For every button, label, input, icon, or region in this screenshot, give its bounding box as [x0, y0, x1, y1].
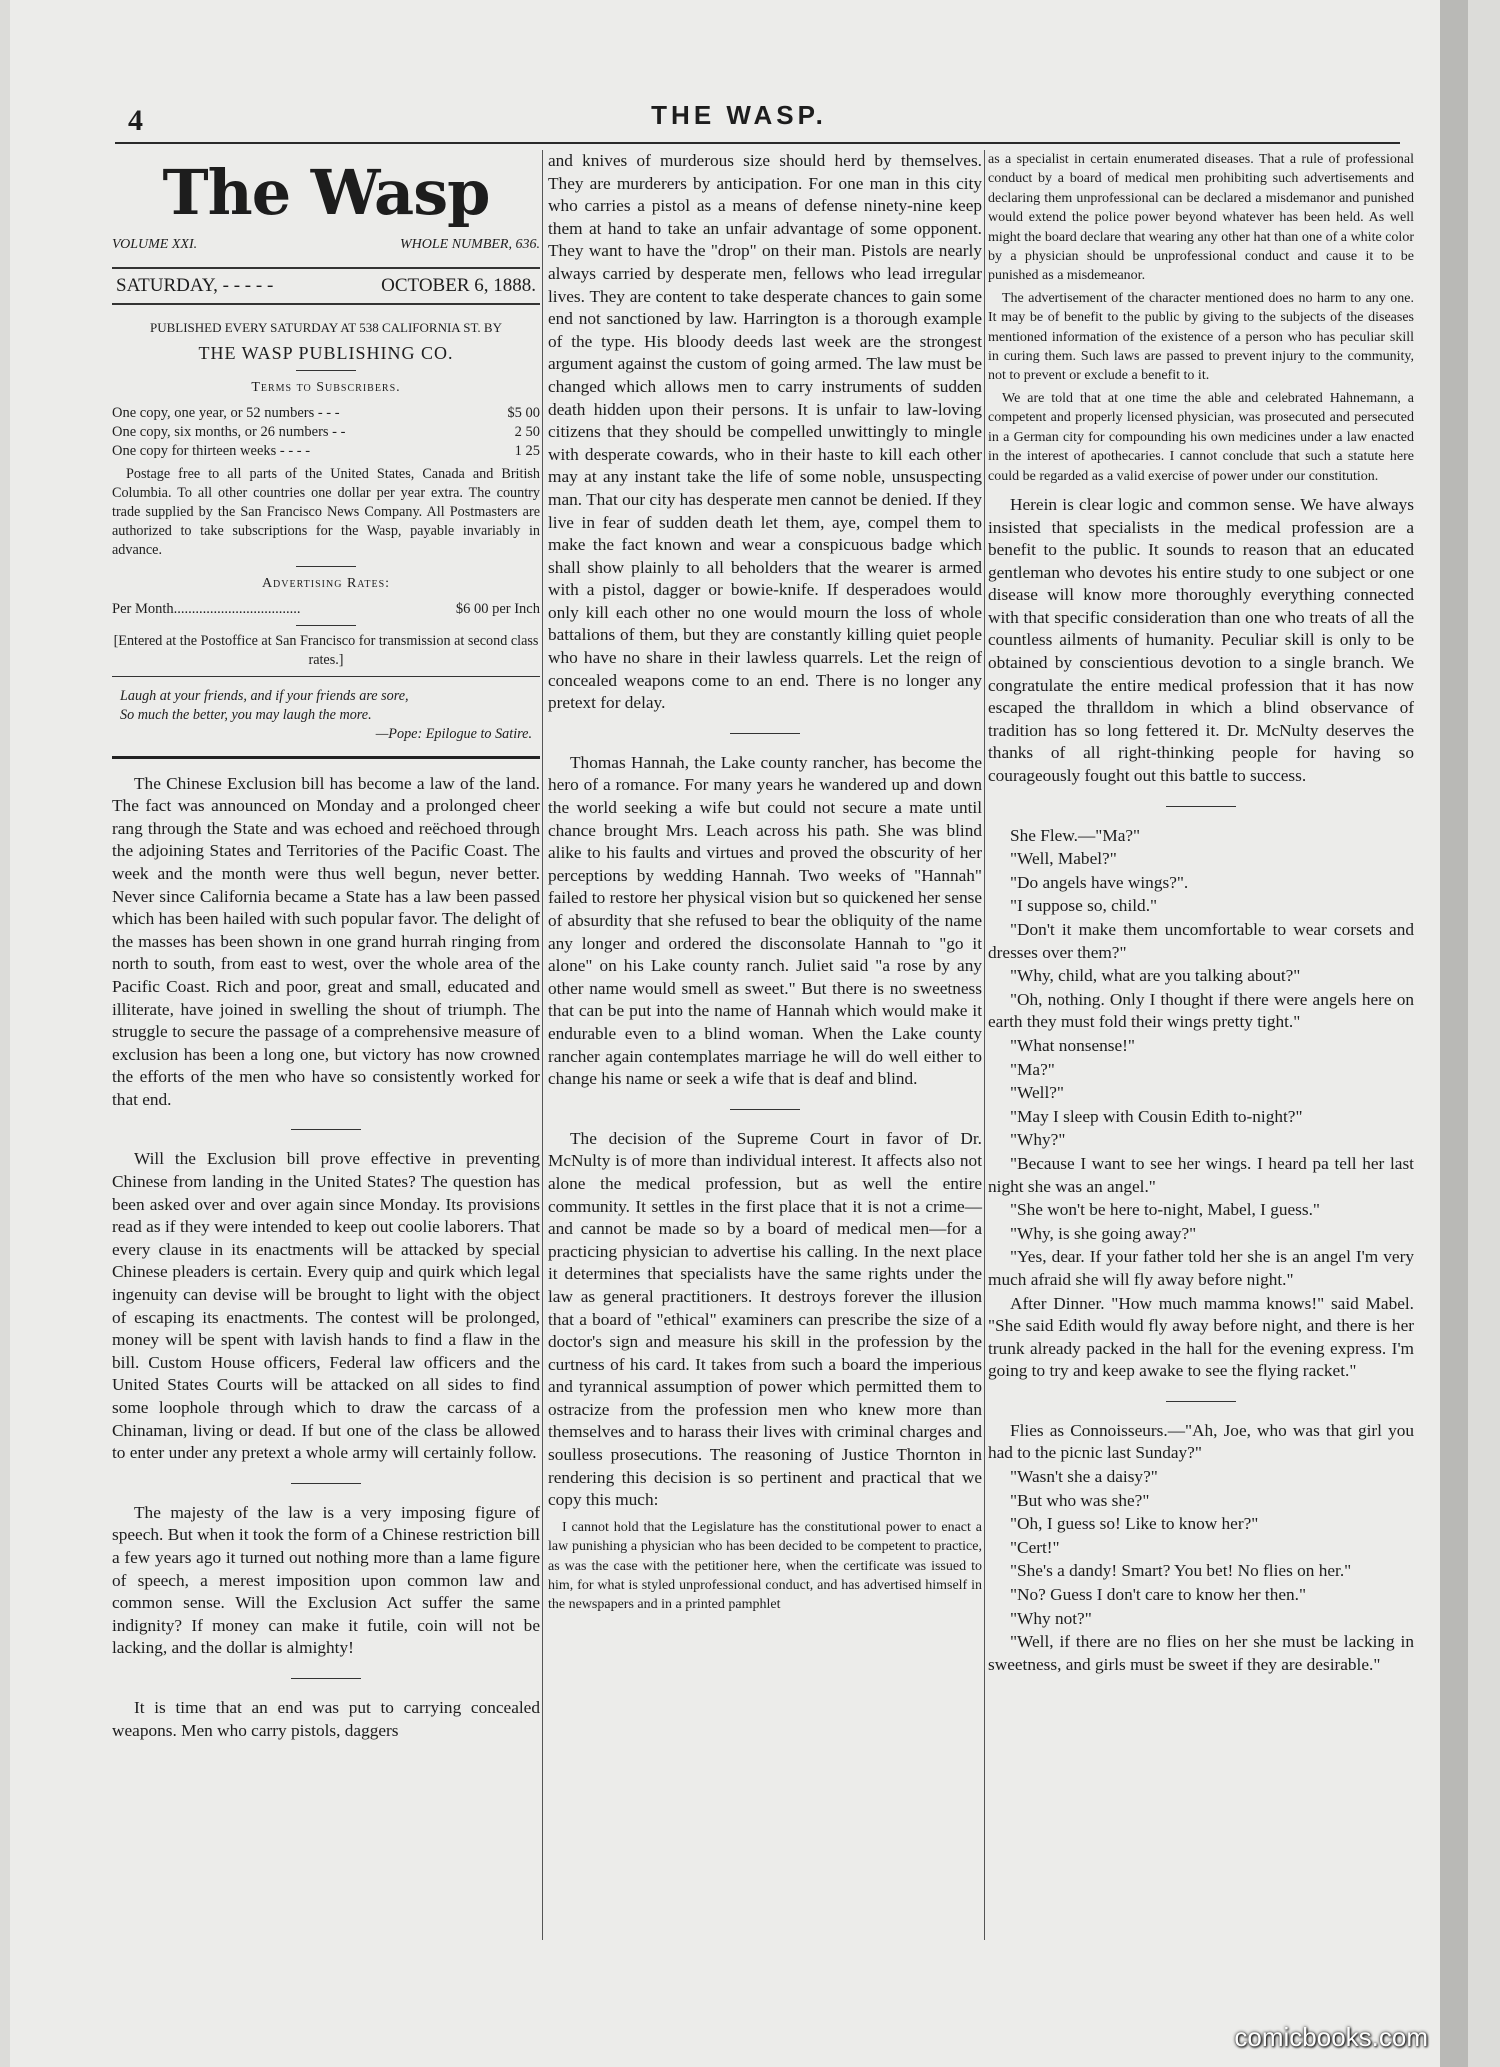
editorial-paragraph: The majesty of the law is a very imposing figure of speech. But when it took the form of a Chinese restriction bill a few years ago it turned out nothing more than a lame figure of speech, a merest imposition upon common law and common sense. Will the Exclusion Act suffer the same indignity? If money can make it futile, coin will not be lacking, and the dollar is almighty! [112, 1502, 540, 1658]
dialogue-line: "Why, child, what are you talking about?" [1010, 966, 1301, 986]
separator [1166, 1401, 1236, 1402]
dateline [112, 267, 540, 306]
separator [730, 1109, 800, 1110]
dialogue-line: "Why?" [1010, 1130, 1066, 1150]
separator [1166, 806, 1236, 807]
watermark: comicbooks.com [1234, 2022, 1428, 2052]
dialogue-line: "Why not?" [1010, 1608, 1092, 1628]
dialogue-line: "No? Guess I don't care to know her then." [1010, 1585, 1307, 1605]
quote-line: Laugh at your friends, and if your friends are sore, [120, 687, 409, 704]
dialogue-line: "Ma?" [1010, 1059, 1055, 1079]
column-1 [112, 150, 540, 1748]
thick-rule [112, 756, 540, 759]
court-quote-paragraph: as a specialist in certain enumerated diseases. That a rule of professional conduct by a board of medical men prohibiting such advertisements and declaring them unprofessional can be declared a misdemanor and punished would extend the police power beyond whatever has been held. As well might the board declare that wearing any other hat than one of a white color by a physician should be unprofessional conduct and cause it to be punished as a misdemeanor. [988, 152, 1414, 284]
dialogue-line: "Why, is she going away?" [1010, 1223, 1197, 1243]
advertising-rate [112, 600, 540, 619]
dialogue-line: "Don't it make them uncomfortable to wear corsets and dresses over them?" [988, 920, 1414, 962]
dialogue-line: "Well, Mabel?" [1010, 849, 1117, 869]
page-number: 4 [128, 104, 143, 137]
rule [296, 625, 356, 626]
rate-row [112, 423, 540, 442]
published-line: PUBLISHED EVERY SATURDAY AT 538 CALIFORNIA ST. BY [149, 320, 502, 336]
separator [291, 1483, 361, 1484]
separator [730, 733, 800, 734]
page-spine [1440, 0, 1468, 2067]
day: SATURDAY, - - - - - [116, 274, 274, 296]
court-quote-continued [988, 150, 1414, 486]
rate-label: One copy, six months, or 26 numbers - - [112, 423, 346, 440]
dialogue-line: "May I sleep with Cousin Edith to-night?" [1010, 1106, 1303, 1126]
dialogue-line: "Well, if there are no flies on her she must be lacking in sweetness, and girls must be sweet if they are desirable." [988, 1632, 1414, 1674]
adv-label: Per Month................................... [112, 600, 301, 617]
dialogue-line: She Flew.—"Ma?" [1010, 825, 1141, 845]
rate-label: One copy for thirteen weeks - - - - [112, 442, 311, 459]
dialogue-line: "But who was she?" [1010, 1490, 1150, 1510]
advertising-heading: Advertising Rates: [261, 575, 391, 591]
editorial-paragraph: The decision of the Supreme Court in favor of Dr. McNulty is of more than individual interest. It affects also not alone the medical profession, but as well the entire community. It settles in the first place that it is not a crime—and cannot be made so by a board of medical men—for a practicing physician to advertise his calling. In the next place it determines that specialists have the same rights under the law as general practitioners. It destroys forever the illusion that a board of "ethical" examiners can prescribe the size of a doctor's sign and measure his skill in the profession by the curtness of his card. It takes from such a board the imperious and tyrannical assumption of power which permitted them to ostracize from the profession men who knew more than themselves and to harass their lives with criminal charges and soulless prosecutions. The reasoning of Justice Thornton in rendering this decision is so pertinent and practical that we copy this much: [548, 1128, 982, 1510]
dialogue-line: "Oh, I guess so! Like to know her?" [1010, 1514, 1259, 1534]
volume: VOLUME XXI. [112, 237, 198, 252]
editorial-paragraph: and knives of murderous size should herd by themselves. They are murderers by anticipation. For one man in this city who carries a pistol as a means of defense ninety-nine keep them at hand to take an unfair advantage of some opponent. They want to have the "drop" on their man. Pistols are nearly always carried by desperate men, fellows who lead irregular lives. They are content to take desperate chances to gain some end not sanctioned by law. Harrington is a thorough example of the type. His bloody deeds last week are the strongest argument against the custom of going armed. The law must be changed which allows men to carry instruments of sudden death hidden upon their persons. It is unfair to law-loving citizens that they should be compelled unwittingly to mingle with desperate cowards, who in their haste to kill each other may at any instant take the life of some noble, unsuspecting man. That our city has desperate men cannot be denied. If they live in fear of sudden death let them, aye, compel them to make the fact known and wear a conspicuous badge which shall show plainly to all beholders that the wearer is armed with a pistol, dagger or bowie-knife. If desperadoes would only kill each other no one would mourn the loss of whole battalions of them, but they are constantly killing quiet people who have no share in their lawless quarrels. Let the reign of concealed weapons come to an end. There is no longer any pretext for delay. [548, 151, 982, 713]
adv-price: $6 00 per Inch [455, 600, 540, 617]
editorial-paragraph: It is time that an end was put to carrying concealed weapons. Men who carry pistols, daggers [112, 1697, 540, 1740]
rate-label: One copy, one year, or 52 numbers - - - [112, 404, 340, 421]
flies-item [988, 1420, 1414, 1677]
court-quote-paragraph: We are told that at one time the able and celebrated Hahnemann, a competent and properly licensed physician, was prosecuted and persecuted in a German city for compounding his own medicines under a law enacted in the interest of apothecaries. I cannot conclude that such a statute here could be regarded as a valid exercise of power under our constitution. [988, 390, 1414, 484]
terms-heading: Terms to Subscribers. [251, 380, 401, 396]
rule [296, 566, 356, 567]
quote-attribution: —Pope: Epilogue to Satire. [375, 725, 532, 742]
dialogue-line: After Dinner. "How much mamma knows!" said Mabel. "She said Edith would fly away before night, and there is her trunk already packed in the hall for the evening express. I'm going to try and keep awake to see the flying racket." [988, 1293, 1414, 1381]
court-quote-paragraph: The advertisement of the character mentioned does no harm to any one. It may be of benefit to the public by giving to the subjects of the diseases mentioned information of the existence of a person who has peculiar skill in curing them. Such laws are passed to prevent injury to the community, not to prevent or exclude a benefit to it. [988, 290, 1414, 384]
dialogue-line: "Cert!" [1010, 1537, 1060, 1557]
rule [112, 676, 540, 677]
dialogue-line: "She won't be here to-night, Mabel, I guess." [1010, 1200, 1320, 1220]
masthead-title: The Wasp [162, 156, 490, 229]
rates-list [112, 404, 540, 461]
editorial-paragraph: Herein is clear logic and common sense. We have always insisted that specialists in the medical profession are a benefit to the public. It sounds to reason that an educated gentleman who devotes his entire study to one subject or one disease will know more thoroughly everything connected with that specific consideration than one who treats of all the countless ailments of humanity. Peculiar skill is only to be obtained by conscientious devotion to a single branch. We congratulate the entire medical profession that it has now escaped the thralldom in which a blind observance of tradition has so long fettered it. Dr. McNulty deserves the thanks of all right-thinking people for having so courageously fought out this battle to success. [988, 494, 1414, 786]
court-quote: I cannot hold that the Legislature has the constitutional power to enact a law punishing a physician who has been decided to be competent to practice, as was the case with the petitioner here, when the certificate was issued to him, for what is styled unprofessional conduct, and has advertised himself in the newspapers and in a printed pamphlet [548, 1519, 982, 1613]
entered-note: [Entered at the Postoffice at San Francisco for transmission at second class rates.] [113, 632, 539, 668]
column-3 [988, 150, 1414, 1677]
running-head: THE WASP. [651, 100, 827, 130]
dialogue-line: "What nonsense!" [1010, 1035, 1135, 1055]
editorial-paragraph: The Chinese Exclusion bill has become a law of the land. The fact was announced on Monday and a prolonged cheer rang through the State and was echoed and reëchoed through the adjoining States and Territories of the Pacific Coast. The week and the month were thus well begun, never better. Never since California became a State has a law been passed which has been hailed with such popular favor. The delight of the masses has been shown in one grand hurrah ringing from north to south, from east to west, over the whole area of the Pacific Coast. Rich and poor, great and small, educated and illiterate, have joined in swelling the shout of triumph. The struggle to secure the passage of a comprehensive measure of exclusion has been a long one, but victory has now crowned the efforts of the men who have so consistently worked for that end. [112, 773, 540, 1109]
dialogue-line: "Because I want to see her wings. I heard pa tell her last night she was an angel." [988, 1153, 1414, 1196]
dialogue-line: Flies as Connoisseurs.—"Ah, Joe, who was that girl you had to the picnic last Sunday?" [988, 1420, 1414, 1463]
dialogue-line: "I suppose so, child." [1010, 896, 1158, 916]
rate-price: $5 00 [507, 404, 540, 421]
editorial-paragraph: Will the Exclusion bill prove effective in preventing Chinese from landing in the United States? The question has been asked over and over again since Monday. Its provisions read as if they were intended to keep out coolie laborers. That every clause in its enactments will be attacked by special Chinese pleaders is certain. Every quip and quirk which legal ingenuity can devise will be brought to light with the object of escaping its enactments. The contest will be prolonged, money will be spent with lavish hands to find a flaw in the bill. Custom House officers, Federal law officers and the United States Courts will be attacked on all sides to find some loophole through which to draw the carcass of a Chinaman, living or dead. If but one of the class be allowed to enter under any pretext a whole army will certainly follow. [112, 1149, 540, 1463]
quote-line: So much the better, you may laugh the more. [120, 706, 372, 723]
publisher: THE WASP PUBLISHING CO. [198, 342, 454, 363]
column-divider [984, 150, 985, 1940]
dialogue-line: "She's a dandy! Smart? You bet! No flies on her." [1010, 1561, 1352, 1581]
dialogue-line: "Oh, nothing. Only I thought if there were angels here on earth they must fold their wings pretty tight." [988, 989, 1414, 1032]
epigraph [120, 687, 532, 744]
separator [291, 1678, 361, 1679]
postage-note: Postage free to all parts of the United States, Canada and British Columbia. To all other countries one dollar per year extra. The country trade supplied by the San Francisco News Company. All Postmasters are authorized to take subscriptions for the Wasp, payable invariably in advance. [112, 465, 540, 558]
rate-row [112, 442, 540, 461]
newspaper-page [10, 0, 1468, 2067]
rate-price: 2 50 [514, 423, 540, 440]
rate-price: 1 25 [514, 442, 540, 459]
separator [291, 1129, 361, 1130]
whole-number: WHOLE NUMBER, 636. [400, 237, 540, 252]
dialogue-line: "Yes, dear. If your father told her she is an angel I'm very much afraid she will fly away before night." [988, 1247, 1414, 1289]
she-flew-item [988, 825, 1414, 1383]
column-2 [548, 150, 982, 1618]
top-rule [115, 142, 1400, 144]
rule [296, 370, 356, 371]
rate-row [112, 404, 540, 423]
volume-line [112, 234, 540, 257]
dialogue-line: "Well?" [1010, 1083, 1064, 1103]
column-divider [542, 150, 543, 1940]
issue-date: OCTOBER 6, 1888. [381, 274, 536, 296]
dialogue-line: "Wasn't she a daisy?" [1010, 1467, 1158, 1487]
editorial-paragraph: Thomas Hannah, the Lake county rancher, has become the hero of a romance. For many years he wandered up and down the world seeking a wife but could not secure a mate until chance brought Mrs. Leach across his path. She was blind alike to his faults and virtues and proved the obscurity of her perceptions by wedding Hannah. Two weeks of "Hannah" failed to restore her physical vision but so quickened her sense of absurdity that she refused to bear the obliquity of the name any longer and ordered the disconsolate Hannah to "go it alone" on his Lake county ranch. Juliet said "a rose by any other name would smell as sweet." But there is no sweetness that can be put into the name of Hannah which would make it endurable even to a blind woman. When the Lake county rancher again contemplates marriage he will do well either to change his name or seek a wife that is deaf and blind. [548, 752, 982, 1089]
dialogue-line: "Do angels have wings?". [1010, 872, 1189, 892]
